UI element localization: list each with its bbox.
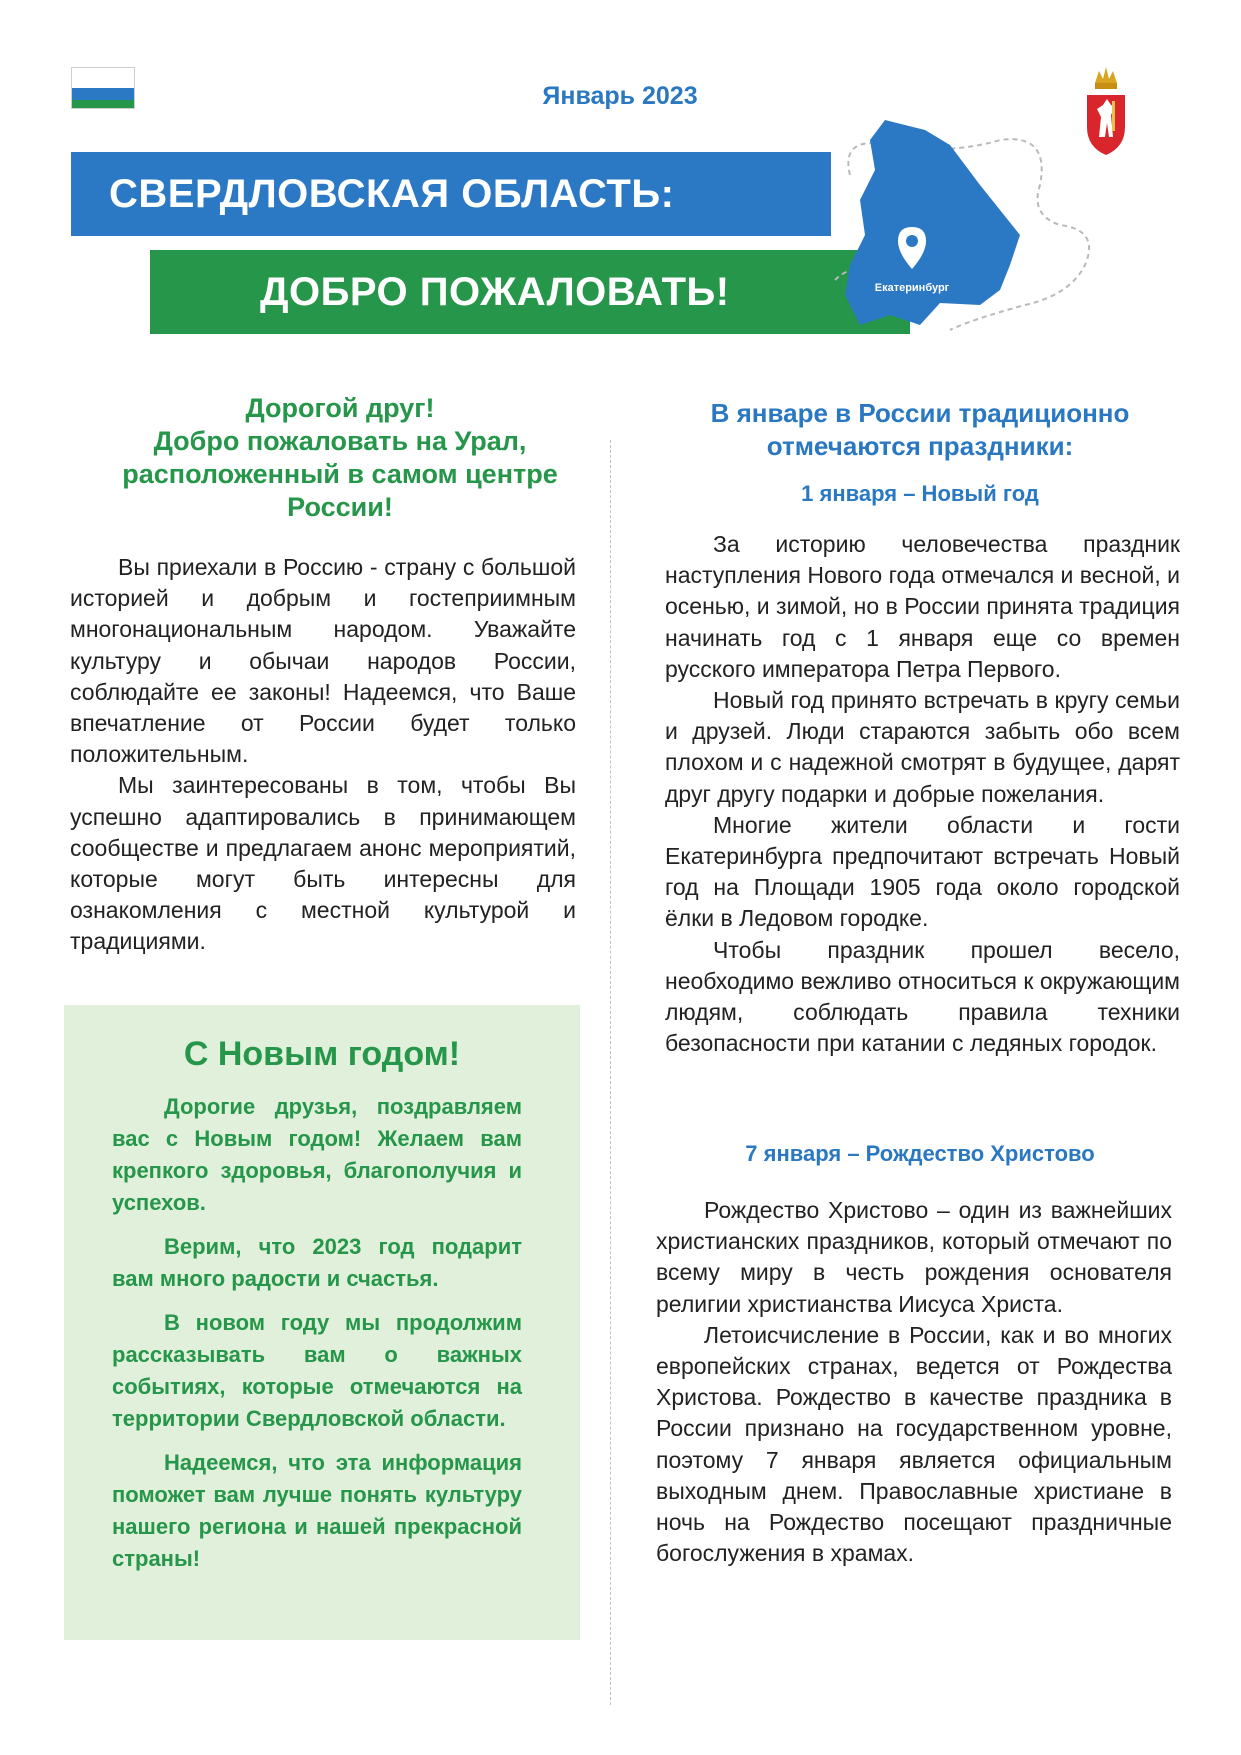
- holidays-heading: [640, 397, 1200, 463]
- map-city-label: Екатеринбург: [874, 282, 950, 294]
- title-banner-region: [71, 152, 831, 236]
- region-map: [830, 115, 1190, 355]
- welcome-heading-line: расположенный в самом центре: [122, 459, 558, 489]
- column-divider: [610, 440, 611, 1705]
- paragraph: Верим, что 2023 год подарит вам много радости и счастья.: [112, 1234, 522, 1291]
- regional-flag-icon: [71, 67, 135, 109]
- welcome-heading-line: Дорогой друг!: [245, 393, 435, 423]
- greeting-text: [112, 1091, 522, 1587]
- paragraph: Вы приехали в Россию - страну с большой историей и добрым и гостеприимным многонациональным народом. Уважайте культуру и обычаи народов России, соблюдайте ее законы! Надеемся, что Ваше впечатление от России будет только положительным.: [70, 554, 576, 768]
- welcome-text: [70, 552, 576, 958]
- section-heading-new-year: 1 января – Новый год: [801, 481, 1039, 506]
- title-banner-welcome: [150, 250, 910, 334]
- banner-title-line2: ДОБРО ПОЖАЛОВАТЬ!: [260, 269, 730, 314]
- paragraph: В новом году мы продолжим рассказывать вам о важных событиях, которые отмечаются на территории Свердловской области.: [112, 1310, 522, 1431]
- paragraph: Чтобы праздник прошел весело, необходимо вежливо относиться к окружающим людям, соблюдать правила техники безопасности при катании с ледяных городок.: [665, 936, 1180, 1057]
- new-year-text: [665, 529, 1180, 1059]
- paragraph: Летоисчисление в России, как и во многих европейских странах, ведется от Рождества Христова. Рождество в качестве праздника в России признано на государственном уровне, поэтому 7 января является официальным выходным днем. Православные христиане в ночь на Рождество посещают праздничные богослужения в храмах.: [656, 1321, 1172, 1567]
- greeting-title: С Новым годом!: [183, 1035, 461, 1073]
- paragraph: Рождество Христово – один из важнейших христианских праздников, который отмечают по всему миру в честь рождения основателя религии христианства Иисуса Христа.: [656, 1197, 1172, 1317]
- issue-date: Январь 2023: [542, 82, 698, 110]
- holidays-heading-line: В январе в России традиционно: [710, 398, 1130, 428]
- christmas-text: [656, 1195, 1172, 1569]
- paragraph: Мы заинтересованы в том, чтобы Вы успешно адаптировались в принимающем сообществе и предлагаем анонс мероприятий, которые могут быть интересны для ознакомления с местной культурой и традициями.: [70, 772, 576, 955]
- paragraph: За историю человечества праздник наступления Нового года отмечался и весной, и осенью, и зимой, но в России принята традиция начинать год с 1 января еще со времен русского императора Петра Первого.: [665, 531, 1180, 682]
- section-heading-christmas: 7 января – Рождество Христово: [745, 1141, 1095, 1166]
- paragraph: Новый год принято встречать в кругу семьи и друзей. Люди стараются забыть обо всем плохом и с надежной смотрят в будущее, дарят друг другу подарки и добрые пожелания.: [665, 687, 1180, 807]
- paragraph: Дорогие друзья, поздравляем вас с Новым годом! Желаем вам крепкого здоровья, благополучия и успехов.: [112, 1094, 522, 1215]
- welcome-heading-line: России!: [287, 492, 393, 522]
- paragraph: Надеемся, что эта информация поможет вам лучше понять культуру нашего региона и нашей прекрасной страны!: [112, 1450, 522, 1571]
- paragraph: Многие жители области и гости Екатеринбурга предпочитают встречать Новый год на Площади 1905 года около городской ёлки в Ледовом городке.: [665, 811, 1180, 932]
- welcome-heading: [70, 392, 610, 524]
- banner-title-line1: СВЕРДЛОВСКАЯ ОБЛАСТЬ:: [109, 171, 675, 216]
- welcome-heading-line: Добро пожаловать на Урал,: [153, 426, 527, 456]
- region-map-shape: [845, 120, 1020, 325]
- holidays-heading-line: отмечаются праздники:: [766, 431, 1074, 461]
